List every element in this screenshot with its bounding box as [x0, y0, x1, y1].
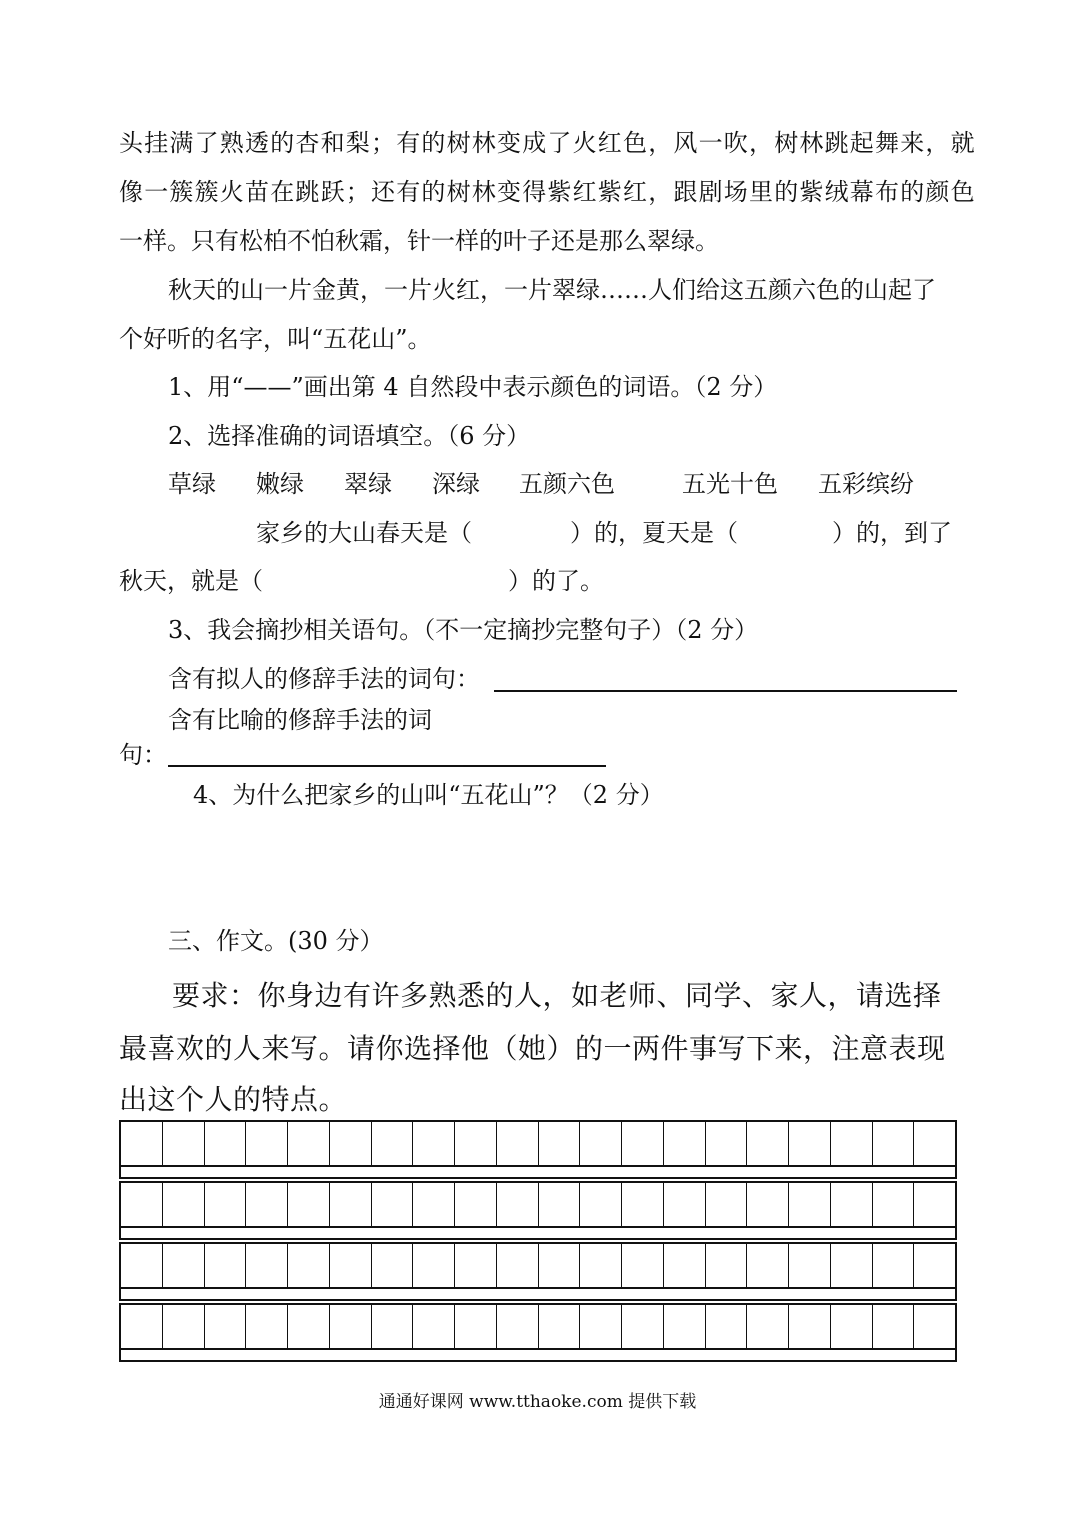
grid-cell[interactable] [664, 1244, 706, 1287]
grid-cell[interactable] [413, 1183, 455, 1226]
grid-cell[interactable] [747, 1305, 789, 1348]
grid-cell[interactable] [706, 1244, 748, 1287]
grid-cell[interactable] [246, 1244, 288, 1287]
grid-cell[interactable] [539, 1122, 581, 1165]
composition-grid[interactable] [119, 1120, 957, 1364]
grid-cell[interactable] [831, 1122, 873, 1165]
grid-row [119, 1181, 957, 1228]
passage-line-4: 秋天的山一片金黄，一片火红，一片翠绿……人们给这五颜六色的山起了 [168, 276, 936, 304]
word-bank-item: 翠绿 [344, 470, 392, 498]
essay-requirement-line-2: 最喜欢的人来写。请你选择他（她）的一两件事写下来，注意表现 [119, 1032, 946, 1065]
grid-cell[interactable] [664, 1122, 706, 1165]
grid-cell[interactable] [288, 1122, 330, 1165]
word-bank-item: 深绿 [432, 470, 480, 498]
word-bank-item: 嫩绿 [256, 470, 304, 498]
grid-cell[interactable] [205, 1305, 247, 1348]
grid-cell[interactable] [330, 1244, 372, 1287]
grid-cell[interactable] [664, 1305, 706, 1348]
essay-requirement-line-3: 出这个人的特点。 [119, 1083, 348, 1116]
grid-cell[interactable] [288, 1305, 330, 1348]
grid-cell[interactable] [831, 1305, 873, 1348]
grid-cell[interactable] [914, 1122, 955, 1165]
grid-cell[interactable] [497, 1122, 539, 1165]
grid-cell[interactable] [497, 1244, 539, 1287]
passage-line-3: 一样。只有松柏不怕秋霜，针一样的叶子还是那么翠绿。 [119, 227, 719, 255]
grid-cell[interactable] [372, 1244, 414, 1287]
grid-cell[interactable] [831, 1244, 873, 1287]
grid-cell[interactable] [622, 1122, 664, 1165]
grid-cell[interactable] [539, 1183, 581, 1226]
grid-cell[interactable] [246, 1183, 288, 1226]
grid-cell[interactable] [789, 1122, 831, 1165]
grid-row [119, 1303, 957, 1350]
grid-cell[interactable] [372, 1305, 414, 1348]
grid-cell[interactable] [622, 1305, 664, 1348]
grid-cell[interactable] [706, 1183, 748, 1226]
grid-cell[interactable] [163, 1244, 205, 1287]
grid-cell[interactable] [914, 1305, 955, 1348]
grid-cell[interactable] [455, 1244, 497, 1287]
grid-cell[interactable] [455, 1305, 497, 1348]
grid-cell[interactable] [873, 1122, 915, 1165]
grid-cell[interactable] [163, 1122, 205, 1165]
essay-heading: 三、作文。(30 分） [168, 927, 384, 955]
grid-cell[interactable] [413, 1122, 455, 1165]
grid-cell[interactable] [246, 1122, 288, 1165]
grid-cell[interactable] [246, 1305, 288, 1348]
grid-cell[interactable] [455, 1122, 497, 1165]
grid-cell[interactable] [789, 1183, 831, 1226]
grid-row-gap [119, 1167, 957, 1179]
grid-cell[interactable] [163, 1305, 205, 1348]
grid-cell[interactable] [914, 1183, 955, 1226]
grid-cell[interactable] [121, 1183, 163, 1226]
answer-line-metaphor[interactable] [168, 765, 606, 767]
grid-cell[interactable] [580, 1244, 622, 1287]
grid-row [119, 1242, 957, 1289]
grid-cell[interactable] [288, 1183, 330, 1226]
grid-cell[interactable] [873, 1244, 915, 1287]
question-4: 4、为什么把家乡的山叫“五花山”？（2 分） [193, 781, 664, 809]
grid-cell[interactable] [873, 1183, 915, 1226]
grid-cell[interactable] [413, 1244, 455, 1287]
grid-cell[interactable] [873, 1305, 915, 1348]
passage-line-1: 头挂满了熟透的杏和梨；有的树林变成了火红色，风一吹，树林跳起舞来，就 [119, 129, 976, 157]
grid-cell[interactable] [330, 1305, 372, 1348]
grid-cell[interactable] [121, 1122, 163, 1165]
grid-row-gap [119, 1350, 957, 1362]
grid-cell[interactable] [706, 1122, 748, 1165]
question-1: 1、用“——”画出第 4 自然段中表示颜色的词语。（2 分） [168, 373, 778, 401]
word-bank-item: 五光十色 [682, 470, 778, 498]
fill-blank-line1-c: ）的，到了 [832, 519, 952, 547]
grid-cell[interactable] [205, 1122, 247, 1165]
grid-cell[interactable] [580, 1122, 622, 1165]
grid-cell[interactable] [497, 1183, 539, 1226]
question-3-personification-label: 含有拟人的修辞手法的词句： [168, 665, 480, 693]
grid-cell[interactable] [580, 1183, 622, 1226]
grid-cell[interactable] [706, 1305, 748, 1348]
essay-requirement-line-1: 要求：你身边有许多熟悉的人，如老师、同学、家人，请选择 [172, 979, 942, 1012]
grid-cell[interactable] [455, 1183, 497, 1226]
grid-cell[interactable] [497, 1305, 539, 1348]
word-bank-item: 五彩缤纷 [818, 470, 914, 498]
grid-cell[interactable] [121, 1305, 163, 1348]
grid-cell[interactable] [622, 1183, 664, 1226]
grid-cell[interactable] [205, 1244, 247, 1287]
fill-blank-line2-b: ）的了。 [508, 567, 604, 595]
fill-blank-line1-a: 家乡的大山春天是（ [256, 519, 472, 547]
grid-row-gap [119, 1289, 957, 1301]
question-3-metaphor-label-cont: 句： [119, 741, 167, 769]
answer-line-personification[interactable] [494, 690, 957, 692]
grid-cell[interactable] [747, 1122, 789, 1165]
grid-cell[interactable] [914, 1244, 955, 1287]
grid-cell[interactable] [747, 1244, 789, 1287]
word-bank-item: 五颜六色 [519, 470, 615, 498]
grid-cell[interactable] [288, 1244, 330, 1287]
grid-row-gap [119, 1228, 957, 1240]
question-3: 3、我会摘抄相关语句。（不一定摘抄完整句子）（2 分） [168, 616, 759, 644]
grid-cell[interactable] [205, 1183, 247, 1226]
grid-cell[interactable] [121, 1244, 163, 1287]
grid-cell[interactable] [664, 1183, 706, 1226]
grid-cell[interactable] [330, 1122, 372, 1165]
question-3-metaphor-label: 含有比喻的修辞手法的词 [168, 706, 432, 734]
grid-cell[interactable] [580, 1305, 622, 1348]
passage-line-2: 像一簇簇火苗在跳跃；还有的树林变得紫红紫红，跟剧场里的紫绒幕布的颜色 [119, 178, 976, 206]
fill-blank-line2-a: 秋天，就是（ [119, 567, 263, 595]
fill-blank-line1-b: ）的，夏天是（ [570, 519, 738, 547]
grid-cell[interactable] [163, 1183, 205, 1226]
grid-cell[interactable] [413, 1305, 455, 1348]
grid-cell[interactable] [330, 1183, 372, 1226]
grid-cell[interactable] [789, 1305, 831, 1348]
grid-cell[interactable] [831, 1183, 873, 1226]
passage-line-5: 个好听的名字，叫“五花山”。 [119, 325, 432, 353]
grid-row [119, 1120, 957, 1167]
grid-cell[interactable] [622, 1244, 664, 1287]
grid-cell[interactable] [747, 1183, 789, 1226]
grid-cell[interactable] [372, 1183, 414, 1226]
grid-cell[interactable] [372, 1122, 414, 1165]
grid-cell[interactable] [789, 1244, 831, 1287]
grid-cell[interactable] [539, 1305, 581, 1348]
grid-cell[interactable] [539, 1244, 581, 1287]
footer-download-notice: 通通好课网 www.tthaoke.com 提供下载 [378, 1392, 697, 1412]
question-2: 2、选择准确的词语填空。（6 分） [168, 422, 531, 450]
word-bank-item: 草绿 [168, 470, 216, 498]
